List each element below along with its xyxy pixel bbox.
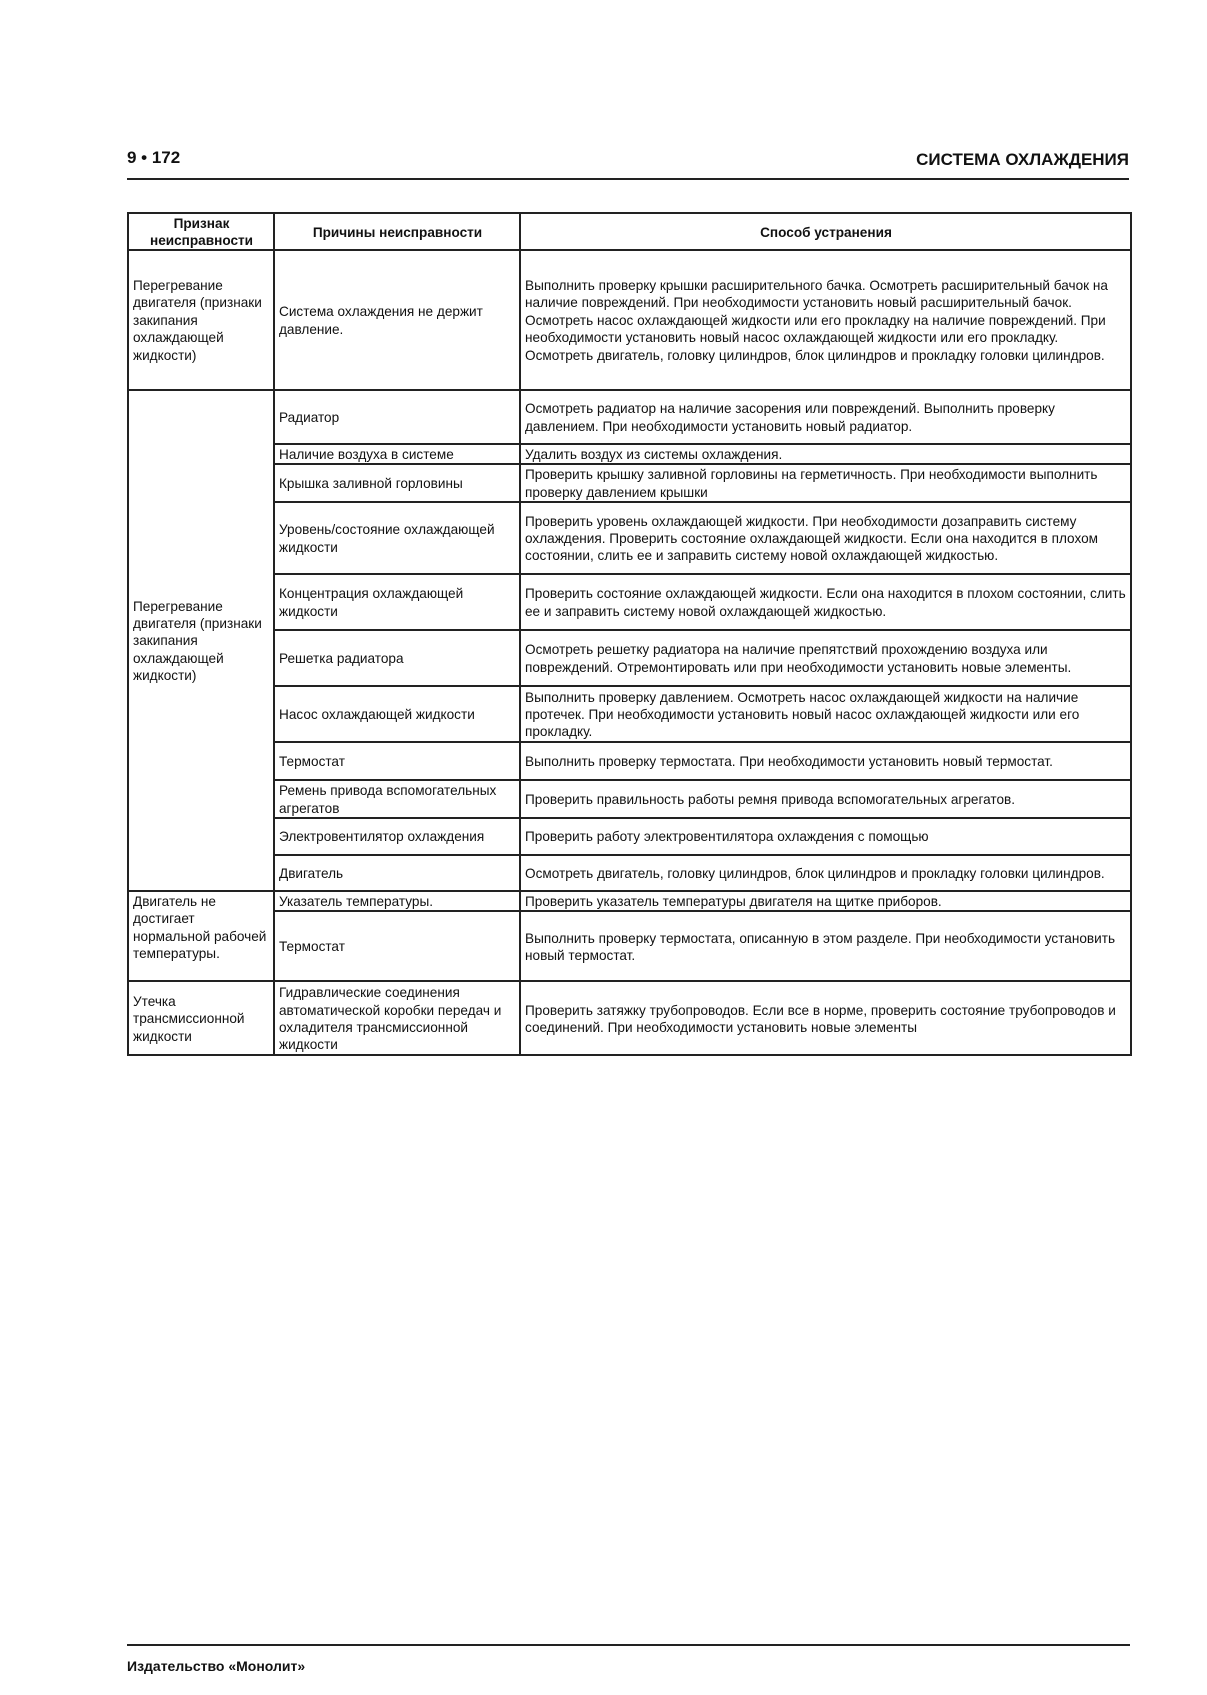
- fix-cell: Проверить состояние охлаждающей жидкости. Если она находится в плохом состоянии, слить ее и заправить систему новой охлаждающей жидкостью.: [520, 574, 1131, 630]
- publisher-label: Издательство «Монолит»: [127, 1658, 306, 1674]
- table-row: [128, 780, 1131, 818]
- table-row: [128, 574, 1131, 630]
- cause-cell: Решетка радиатора: [274, 630, 520, 686]
- column-header-symptom: Признак неисправности: [128, 213, 274, 250]
- fix-cell: Выполнить проверку крышки расширительного бачка. Осмотреть расширительный бачок на наличие повреждений. При необходимости установить новый расширительный бачок. Осмотреть насос охлаждающей жидкости или его прокладку на наличие повреждений. При необходимости установить новый насос охлаждающей жидкости или его прокладку. Осмотреть двигатель, головку цилиндров, блок цилиндров и прокладку головки цилиндров.: [520, 250, 1131, 390]
- page-number: 9 • 172: [127, 148, 181, 167]
- symptom-cell: Перегревание двигателя (признаки закипания охлаждающей жидкости): [128, 390, 274, 891]
- cause-cell: Крышка заливной горловины: [274, 464, 520, 502]
- fix-cell: Выполнить проверку давлением. Осмотреть насос охлаждающей жидкости на наличие протечек. При необходимости установить новый насос охлаждающей жидкости или его прокладку.: [520, 686, 1131, 742]
- table-row: [128, 981, 1131, 1055]
- cause-cell: Двигатель: [274, 855, 520, 891]
- cause-cell: Электровентилятор охлаждения: [274, 818, 520, 855]
- table-row: [128, 686, 1131, 742]
- fix-cell: Выполнить проверку термостата. При необходимости установить новый термостат.: [520, 742, 1131, 780]
- symptom-cell: Двигатель не достигает нормальной рабочей температуры.: [128, 891, 274, 981]
- fix-cell: Проверить уровень охлаждающей жидкости. При необходимости дозаправить систему охлаждения. Проверить состояние охлаждающей жидкости. Если она находится в плохом состоянии, слить ее и заправить систему новой охлаждающей жидкостью.: [520, 502, 1131, 574]
- symptom-cell: Перегревание двигателя (признаки закипания охлаждающей жидкости): [128, 250, 274, 390]
- fix-cell: Проверить правильность работы ремня привода вспомогательных агрегатов.: [520, 780, 1131, 818]
- cause-cell: Термостат: [274, 911, 520, 981]
- table-row: [128, 444, 1131, 464]
- fix-cell: Выполнить проверку термостата, описанную в этом разделе. При необходимости установить новый термостат.: [520, 911, 1131, 981]
- cause-cell: Концентрация охлаждающей жидкости: [274, 574, 520, 630]
- cause-cell: Наличие воздуха в системе: [274, 444, 520, 464]
- cause-cell: Радиатор: [274, 390, 520, 444]
- cause-cell: Система охлаждения не держит давление.: [274, 250, 520, 390]
- fix-cell: Осмотреть решетку радиатора на наличие препятствий прохождению воздуха или повреждений. Отремонтировать или при необходимости установить новые элементы.: [520, 630, 1131, 686]
- table-row: [128, 250, 1131, 390]
- table-row: [128, 390, 1131, 444]
- column-header-fix: Способ устранения: [520, 213, 1131, 250]
- page-header: [127, 148, 1129, 180]
- cause-cell: Гидравлические соединения автоматической коробки передач и охладителя трансмиссионной жидкости: [274, 981, 520, 1055]
- page-footer: [127, 1644, 1130, 1674]
- fix-cell: Удалить воздух из системы охлаждения.: [520, 444, 1131, 464]
- table-row: [128, 742, 1131, 780]
- symptom-cell: Утечка трансмиссионной жидкости: [128, 981, 274, 1055]
- cause-cell: Термостат: [274, 742, 520, 780]
- fix-cell: Проверить работу электровентилятора охлаждения с помощью: [520, 818, 1131, 855]
- section-title: СИСТЕМА ОХЛАЖДЕНИЯ: [916, 150, 1129, 169]
- table-header-row: [128, 213, 1131, 250]
- cause-cell: Насос охлаждающей жидкости: [274, 686, 520, 742]
- table-row: [128, 855, 1131, 891]
- table-row: [128, 818, 1131, 855]
- cause-cell: Ремень привода вспомогательных агрегатов: [274, 780, 520, 818]
- fix-cell: Осмотреть радиатор на наличие засорения или повреждений. Выполнить проверку давлением. При необходимости установить новый радиатор.: [520, 390, 1131, 444]
- table-row: [128, 630, 1131, 686]
- cause-cell: Указатель температуры.: [274, 891, 520, 911]
- fix-cell: Проверить указатель температуры двигателя на щитке приборов.: [520, 891, 1131, 911]
- table-row: [128, 502, 1131, 574]
- fix-cell: Осмотреть двигатель, головку цилиндров, блок цилиндров и прокладку головки цилиндров.: [520, 855, 1131, 891]
- table-row: [128, 891, 1131, 911]
- cause-cell: Уровень/состояние охлаждающей жидкости: [274, 502, 520, 574]
- fix-cell: Проверить крышку заливной горловины на герметичность. При необходимости выполнить проверку давлением крышки: [520, 464, 1131, 502]
- table-row: [128, 464, 1131, 502]
- troubleshooting-table: [127, 212, 1132, 1056]
- fix-cell: Проверить затяжку трубопроводов. Если все в норме, проверить состояние трубопроводов и соединений. При необходимости установить новые элементы: [520, 981, 1131, 1055]
- table-row: [128, 911, 1131, 981]
- column-header-cause: Причины неисправности: [274, 213, 520, 250]
